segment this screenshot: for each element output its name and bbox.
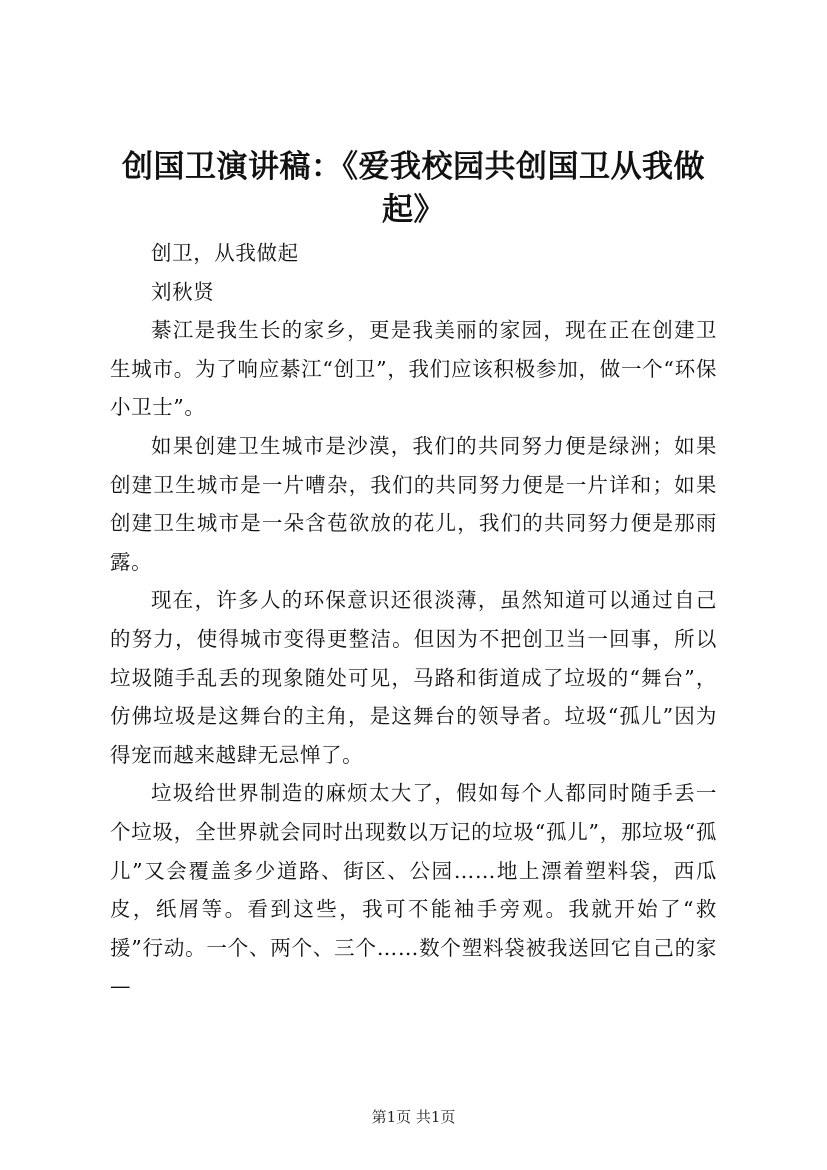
body-paragraph: 垃圾给世界制造的麻烦太大了，假如每个人都同时随手丢一个垃圾，全世界就会同时出现数以万记的垃圾“孤儿”，那垃圾“孤儿”又会覆盖多少道路、街区、公园……地上漂着塑料袋，西瓜皮，纸屑等。看到这些，我可不能袖手旁观。我就开始了“救援”行动。一个、两个、三个……数个塑料袋被我送回它自己的家— bbox=[110, 781, 717, 999]
document-title: 创国卫演讲稿：《爱我校园共创国卫从我做起》 bbox=[122, 149, 705, 228]
body-paragraph: 如果创建卫生城市是沙漠，我们的共同努力便是绿洲；如果创建卫生城市是一片嘈杂，我们的共同努力便是一片详和；如果创建卫生城市是一朵含苞欲放的花儿，我们的共同努力便是那雨露。 bbox=[110, 433, 717, 574]
subtitle-paragraph: 创卫，从我做起 bbox=[151, 241, 299, 265]
author-paragraph: 刘秋贤 bbox=[151, 279, 215, 304]
body-paragraph: 綦江是我生长的家乡，更是我美丽的家园，现在正在创建卫生城市。为了响应綦江“创卫”，我们应该积极参加，做一个“环保小卫士”。 bbox=[110, 318, 717, 420]
page-footer: 第1页 共1页 bbox=[371, 1108, 456, 1126]
document-body bbox=[110, 234, 717, 1006]
body-paragraph: 现在，许多人的环保意识还很淡薄，虽然知道可以通过自己的努力，使得城市变得更整洁。但因为不把创卫当一回事，所以垃圾随手乱丢的现象随处可见，马路和街道成了垃圾的“舞台”，仿佛垃圾是这舞台的主角，是这舞台的领导者。垃圾“孤儿”因为得宠而越来越肆无忌惮了。 bbox=[110, 588, 717, 767]
